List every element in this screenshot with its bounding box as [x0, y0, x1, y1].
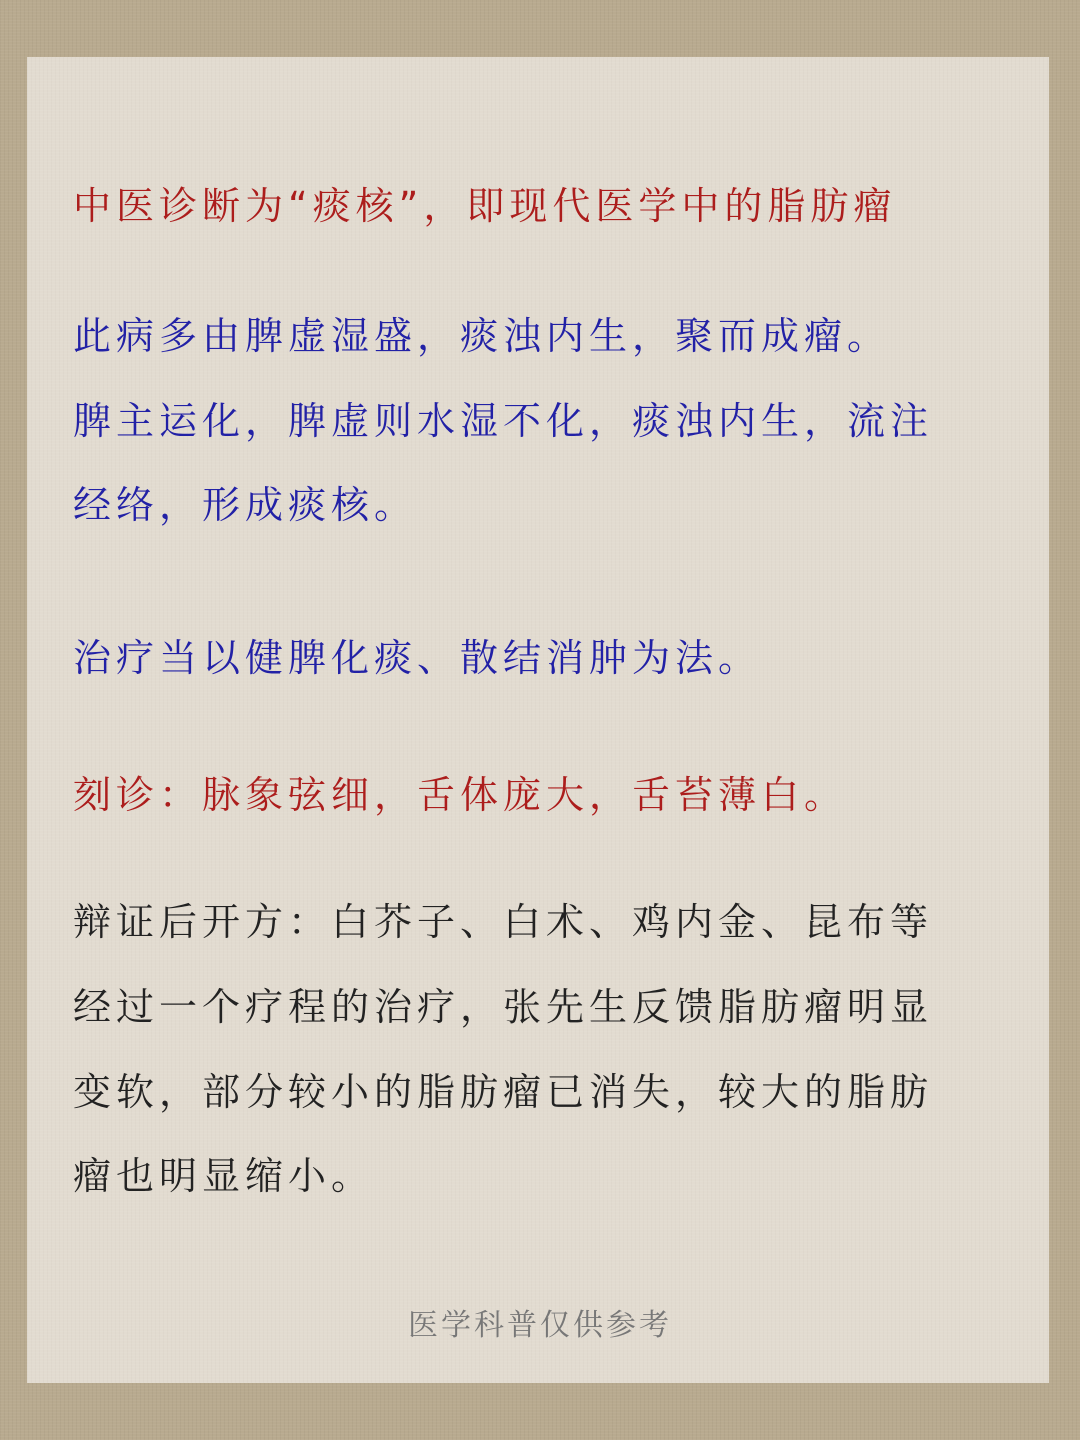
footer-disclaimer: 医学科普仅供参考 — [408, 1308, 672, 1343]
cause-line-3: 经络，形成痰核。 — [73, 483, 418, 527]
treatment-line: 治疗当以健脾化痰、散结消肿为法。 — [73, 636, 762, 680]
prescription-line-2: 经过一个疗程的治疗，张先生反馈脂肪瘤明显 — [73, 985, 934, 1029]
diagnosis-line: 刻诊：脉象弦细，舌体庞大，舌苔薄白。 — [73, 773, 848, 817]
cause-line-2: 脾主运化，脾虚则水湿不化，痰浊内生，流注 — [73, 399, 934, 443]
prescription-line-1: 辩证后开方：白芥子、白术、鸡内金、昆布等 — [73, 900, 934, 944]
prescription-line-3: 变软，部分较小的脂肪瘤已消失，较大的脂肪 — [73, 1070, 934, 1114]
prescription-line-4: 瘤也明显缩小。 — [73, 1154, 375, 1198]
headline: 中医诊断为“痰核”，即现代医学中的脂肪瘤 — [73, 184, 897, 228]
cause-line-1: 此病多由脾虚湿盛，痰浊内生，聚而成瘤。 — [73, 314, 891, 358]
